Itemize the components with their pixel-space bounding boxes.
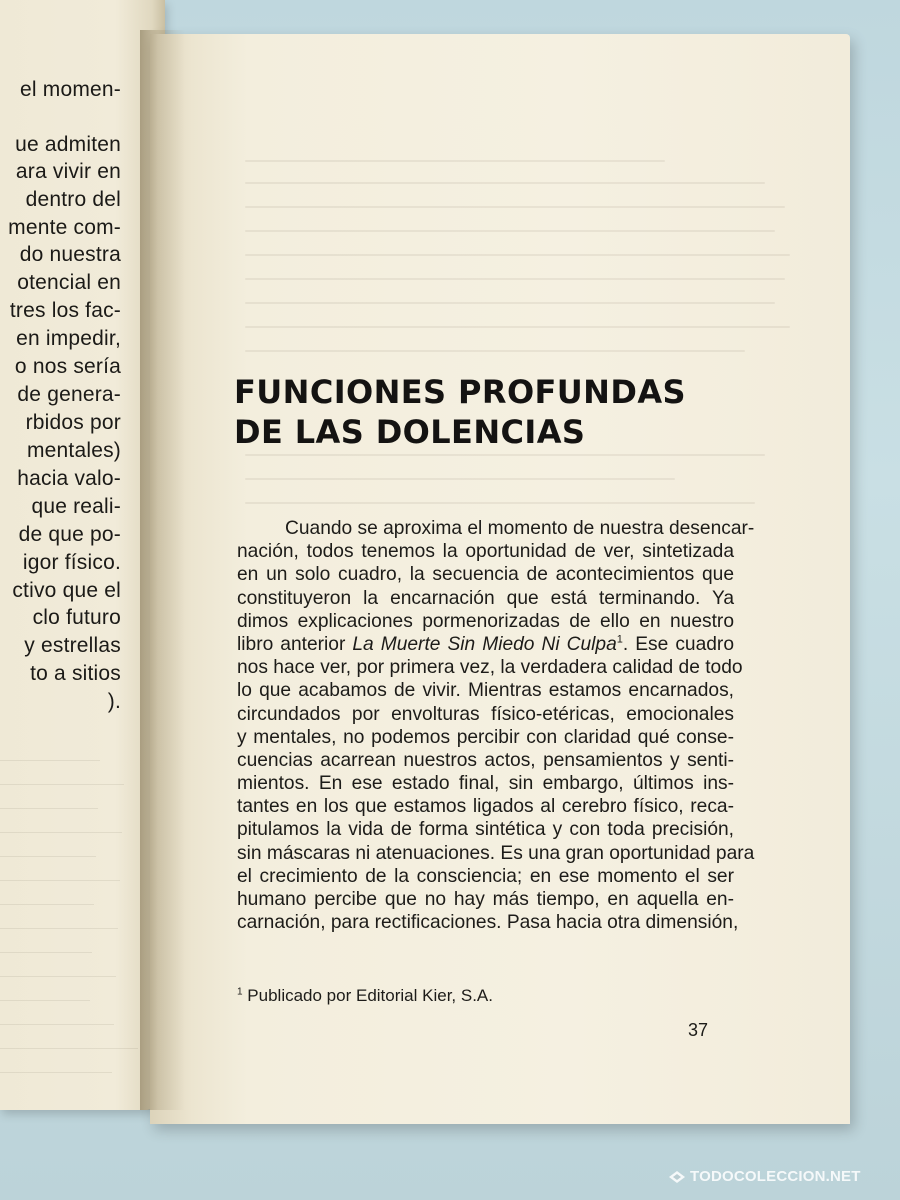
- watermark-text: TODOCOLECCION.NET: [690, 1168, 861, 1185]
- text-line: constituyeron la encarnación que está terminando. Ya: [237, 587, 734, 609]
- left-page-text-line: de que po-: [18, 523, 121, 546]
- show-through-mark: [0, 1024, 114, 1025]
- watermark-logo-icon: [668, 1170, 686, 1184]
- show-through-mark: [245, 160, 665, 162]
- text-line: mientos. En ese estado final, sin embargo, últimos ins-: [237, 773, 734, 795]
- show-through-mark: [0, 784, 124, 785]
- text-fragment: . Ese cuadro: [622, 633, 734, 655]
- show-through-mark: [0, 880, 120, 881]
- footnote-mark: 1: [237, 986, 243, 998]
- show-through-mark: [0, 904, 94, 905]
- left-page-text-line: ara vivir en: [15, 160, 121, 183]
- left-page-text-line: mentales): [26, 439, 121, 462]
- text-line: el crecimiento de la consciencia; en ese momento el ser: [237, 865, 734, 887]
- show-through-mark: [245, 502, 755, 504]
- text-line: Cuando se aproxima el momento de nuestra desencar-: [285, 518, 755, 539]
- text-line: carnación, para rectificaciones. Pasa hacia otra dimensión,: [237, 912, 739, 934]
- left-page-text-line: ctivo que el: [12, 579, 121, 602]
- show-through-mark: [0, 952, 92, 953]
- heading-line-1: FUNCIONES PROFUNDAS: [234, 373, 686, 411]
- show-through-mark: [0, 1048, 138, 1049]
- left-page-text-line: mente com-: [8, 216, 121, 239]
- show-through-mark: [245, 278, 785, 280]
- left-page-text-line: to a sitios: [30, 662, 121, 685]
- show-through-mark: [0, 760, 100, 761]
- heading-line-2: DE LAS DOLENCIAS: [234, 413, 586, 451]
- show-through-mark: [0, 808, 98, 809]
- body-paragraph: [237, 517, 755, 934]
- show-through-mark: [245, 454, 765, 456]
- footnote-reference: 1: [616, 633, 623, 646]
- left-page-text-line: ).: [107, 690, 121, 713]
- text-line: tantes en los que estamos ligados al cerebro físico, reca-: [237, 796, 734, 818]
- show-through-mark: [245, 350, 745, 352]
- left-page-text-line: o nos sería: [14, 355, 121, 378]
- watermark: [668, 1168, 861, 1185]
- footnote-text: Publicado por Editorial Kier, S.A.: [247, 986, 493, 1005]
- text-line: y mentales, no podemos percibir con claridad qué conse-: [237, 726, 734, 748]
- show-through-mark: [245, 206, 785, 208]
- show-through-mark: [245, 230, 775, 232]
- left-page-text-line: en impedir,: [16, 327, 121, 350]
- show-through-mark: [0, 976, 116, 977]
- left-page-text-line: igor físico.: [22, 551, 121, 574]
- text-line: en un solo cuadro, la secuencia de acontecimientos que: [237, 564, 734, 586]
- left-page-text-line: do nuestra: [19, 243, 121, 266]
- left-page-text-line: de genera-: [17, 383, 121, 406]
- show-through-mark: [0, 856, 96, 857]
- text-line: pitulamos la vida de forma sintética y con toda precisión,: [237, 819, 734, 841]
- text-line-with-title: [237, 633, 734, 656]
- text-line: sin máscaras ni atenuaciones. Es una gran oportunidad para: [237, 842, 755, 864]
- text-line: nos hace ver, por primera vez, la verdadera calidad de todo: [237, 657, 743, 679]
- left-page-text-line: el momen-: [20, 78, 121, 101]
- text-line: dimos explicaciones pormenorizadas de ello en nuestro: [237, 610, 734, 632]
- left-page-text-line: tres los fac-: [9, 299, 121, 322]
- footnote: [237, 986, 493, 1006]
- left-page-text-line: rbidos por: [25, 411, 121, 434]
- show-through-mark: [245, 254, 790, 256]
- left-page-text-line: dentro del: [25, 188, 121, 211]
- text-line: circundados por envolturas físico-etéricas, emocionales: [237, 703, 734, 725]
- book-title: La Muerte Sin Miedo Ni Culpa: [352, 633, 617, 655]
- left-page-text-line: que reali-: [31, 495, 121, 518]
- show-through-mark: [245, 478, 675, 480]
- book-gutter-shadow: [140, 30, 185, 1110]
- show-through-mark: [0, 1000, 90, 1001]
- show-through-mark: [245, 326, 790, 328]
- left-page-text-line: clo futuro: [32, 606, 121, 629]
- show-through-mark: [0, 832, 122, 833]
- show-through-mark: [0, 928, 118, 929]
- text-line: lo que acabamos de vivir. Mientras estamos encarnados,: [237, 680, 734, 702]
- text-line: humano percibe que no hay más tiempo, en aquella en-: [237, 889, 734, 910]
- left-page-text-line: y estrellas: [24, 634, 121, 657]
- page-number: 37: [688, 1020, 709, 1040]
- text-line: nación, todos tenemos la oportunidad de ver, sintetizada: [237, 541, 734, 563]
- show-through-mark: [245, 182, 765, 184]
- text-fragment: libro anterior: [237, 633, 346, 655]
- chapter-heading: [234, 372, 686, 452]
- left-page-text-line: ue admiten: [15, 133, 121, 156]
- left-page-text-line: otencial en: [17, 271, 121, 294]
- show-through-mark: [0, 1072, 112, 1073]
- show-through-mark: [245, 302, 775, 304]
- left-page-text-line: hacia valo-: [17, 467, 121, 490]
- text-line: cuencias acarrean nuestros actos, pensamientos y senti-: [237, 749, 734, 771]
